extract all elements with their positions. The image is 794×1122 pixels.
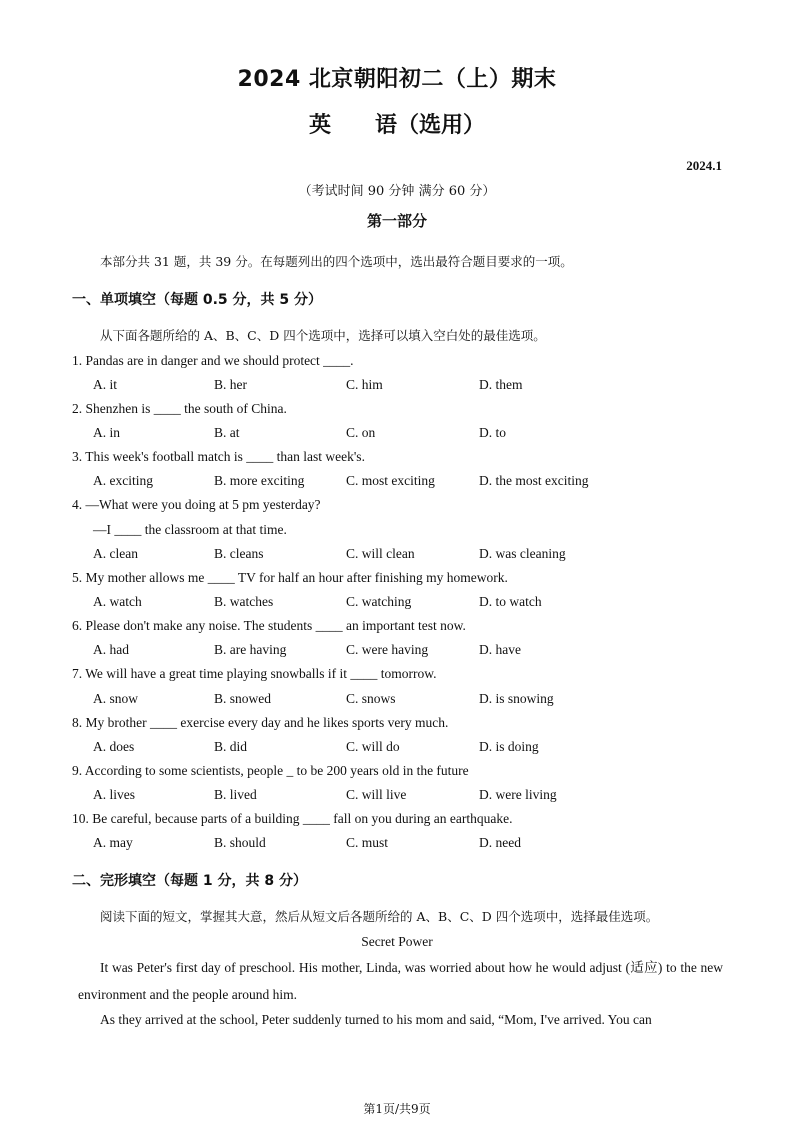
option-c: C. will do [346, 739, 400, 754]
option-b: B. should [214, 835, 266, 850]
option-c: C. watching [346, 594, 412, 609]
section2-instruction: 阅读下面的短文，掌握其大意，然后从短文后各题所给的 A、B、C、D 四个选项中，选择最佳选项。 [100, 909, 659, 924]
subject-title: 英 语（选用） [308, 113, 485, 138]
part-heading: 第一部分 [366, 212, 427, 230]
option-c: C. will clean [346, 546, 415, 561]
option-d: D. to [479, 425, 506, 440]
option-d: D. was cleaning [479, 546, 566, 561]
exam-title: 2024 北京朝阳初二（上）期末 [237, 67, 557, 92]
option-b: B. watches [214, 594, 274, 609]
option-a: A. had [93, 642, 129, 657]
option-b: B. cleans [214, 546, 264, 561]
question-options [93, 594, 653, 612]
option-a: A. may [93, 835, 133, 850]
question-stem: 2. Shenzhen is ____ the south of China. [72, 401, 287, 416]
option-a: A. watch [93, 594, 142, 609]
option-d: D. need [479, 835, 521, 850]
option-c: C. most exciting [346, 473, 435, 488]
question-stem-line2: —I ____ the classroom at that time. [93, 522, 287, 537]
exam-info: （考试时间 90 分钟 满分 60 分） [298, 184, 496, 199]
question-options [93, 642, 653, 660]
question-options [93, 691, 653, 709]
passage-title: Secret Power [361, 934, 433, 949]
option-b: B. did [214, 739, 248, 754]
question-stem: 6. Please don't make any noise. The students ____ an important test now. [72, 618, 466, 633]
option-d: D. were living [479, 787, 557, 802]
option-c: C. will live [346, 787, 407, 802]
option-b: B. more exciting [214, 473, 305, 488]
option-c: C. on [346, 425, 376, 440]
option-d: D. is doing [479, 739, 539, 754]
question-stem: 7. We will have a great time playing snowballs if it ____ tomorrow. [72, 666, 437, 681]
option-c: C. snows [346, 691, 396, 706]
question-options [93, 425, 653, 443]
part-intro: 本部分共 31 题，共 39 分。在每题列出的四个选项中，选出最符合题目要求的一项。 [100, 254, 573, 269]
question-stem: 3. This week's football match is ____ than last week's. [72, 449, 365, 464]
question-stem: 10. Be careful, because parts of a building ____ fall on you during an earthquake. [72, 811, 513, 826]
option-b: B. her [214, 377, 247, 392]
question-options [93, 835, 653, 853]
option-d: D. to watch [479, 594, 542, 609]
passage-paragraph: It was Peter's first day of preschool. His mother, Linda, was worried about how he would adjust (适应) to the new environment and the people around him. [78, 960, 723, 1002]
option-d: D. have [479, 642, 521, 657]
option-d: D. them [479, 377, 523, 392]
option-c: C. him [346, 377, 383, 392]
section1-instruction: 从下面各题所给的 A、B、C、D 四个选项中，选择可以填入空白处的最佳选项。 [100, 328, 546, 343]
question-stem: 4. —What were you doing at 5 pm yesterday? [72, 497, 321, 512]
option-d: D. the most exciting [479, 473, 589, 488]
exam-date: 2024.1 [686, 158, 722, 173]
option-d: D. is snowing [479, 691, 554, 706]
option-c: C. must [346, 835, 389, 850]
option-a: A. exciting [93, 473, 153, 488]
question-options [93, 739, 653, 757]
question-stem: 8. My brother ____ exercise every day and he likes sports very much. [72, 715, 449, 730]
option-a: A. lives [93, 787, 135, 802]
question-stem: 9. According to some scientists, people _ to be 200 years old in the future [72, 763, 469, 778]
option-a: A. snow [93, 691, 139, 706]
option-b: B. at [214, 425, 240, 440]
question-options [93, 787, 653, 805]
option-a: A. in [93, 425, 120, 440]
question-options [93, 546, 653, 564]
passage-paragraph: As they arrived at the school, Peter suddenly turned to his mom and said, “Mom, I've arrived. You can [100, 1012, 652, 1027]
option-a: A. clean [93, 546, 138, 561]
option-b: B. snowed [214, 691, 271, 706]
question-stem: 1. Pandas are in danger and we should protect ____. [72, 353, 354, 368]
option-b: B. are having [214, 642, 287, 657]
question-stem: 5. My mother allows me ____ TV for half an hour after finishing my homework. [72, 570, 508, 585]
question-options [93, 473, 653, 491]
option-a: A. it [93, 377, 118, 392]
section1-heading: 一、单项填空（每题 0.5 分，共 5 分） [72, 292, 323, 308]
section2-heading: 二、完形填空（每题 1 分，共 8 分） [72, 873, 307, 889]
option-c: C. were having [346, 642, 429, 657]
option-a: A. does [93, 739, 135, 754]
page-number: 第1页/共9页 [363, 1102, 431, 1116]
question-options [93, 377, 653, 395]
option-b: B. lived [214, 787, 257, 802]
